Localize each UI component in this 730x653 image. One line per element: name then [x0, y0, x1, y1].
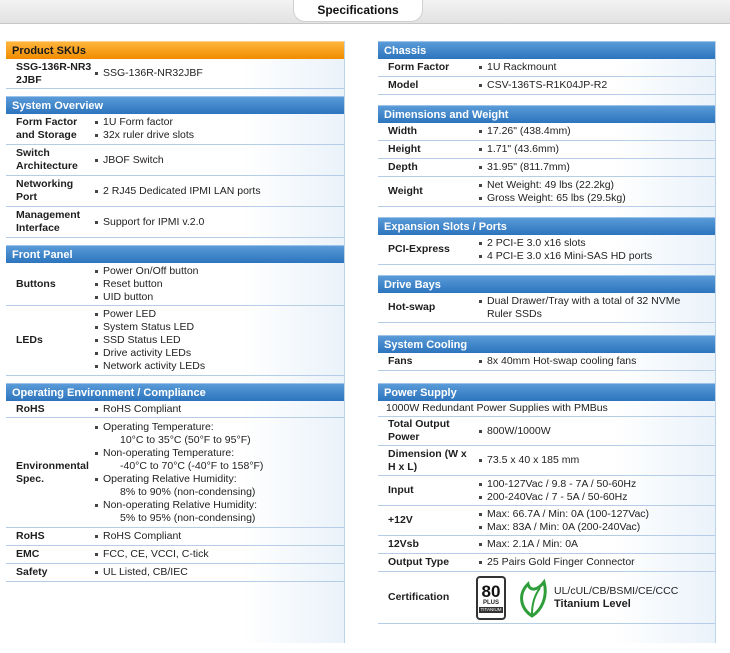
list-item: Operating Temperature:	[92, 421, 344, 434]
list-item: Network activity LEDs	[92, 360, 344, 373]
list-item: 200-240Vac / 7 - 5A / 50-60Hz	[476, 491, 715, 504]
total-output-value: 800W/1000W	[476, 425, 715, 438]
hot-swap-label: Hot-swap	[388, 301, 436, 313]
list-item: Max: 66.7A / Min: 0A (100-127Vac)	[476, 508, 715, 521]
v12sb-label: 12Vsb	[388, 538, 419, 550]
form-factor-label: Form Factor and Storage	[16, 116, 78, 141]
leds-label: LEDs	[16, 334, 43, 346]
pci-express-label: PCI-Express	[388, 243, 450, 255]
list-item: Drive activity LEDs	[92, 347, 344, 360]
emc-value: FCC, CE, VCCI, C-tick	[92, 548, 344, 561]
sku-value: SSG-136R-NR32JBF	[92, 67, 344, 80]
chassis-form-factor-value: 1U Rackmount	[476, 61, 715, 74]
power-supply-header: Power Supply	[378, 383, 715, 401]
spec-row	[378, 141, 715, 159]
page-title: Specifications	[293, 0, 423, 22]
management-label: Management Interface	[16, 209, 81, 234]
spec-row	[6, 306, 344, 376]
spec-row	[6, 564, 344, 582]
right-column	[378, 41, 716, 643]
v12sb-value: Max: 2.1A / Min: 0A	[476, 538, 715, 551]
height-value: 1.71" (43.6mm)	[476, 143, 715, 156]
width-value: 17.26" (438.4mm)	[476, 125, 715, 138]
spec-row	[6, 176, 344, 207]
rohs-label: RoHS	[16, 402, 45, 415]
spec-row	[378, 554, 715, 572]
management-value: Support for IPMI v.2.0	[92, 216, 344, 229]
list-item: UID button	[92, 291, 344, 304]
certification-label: Certification	[388, 591, 450, 603]
list-item: SSD Status LED	[92, 334, 344, 347]
spec-row	[6, 401, 344, 418]
spec-row	[378, 446, 715, 476]
spec-row	[378, 77, 715, 95]
spec-row	[378, 235, 715, 265]
storage-value: 32x ruler drive slots	[92, 129, 344, 142]
system-overview-header: System Overview	[6, 96, 344, 114]
product-skus-header: Product SKUs	[6, 41, 344, 59]
left-column	[6, 41, 345, 643]
sku-label: SSG-136R-NR32JBF	[16, 60, 92, 86]
spec-row	[378, 572, 715, 624]
model-label: Model	[388, 79, 419, 91]
hot-swap-value: Dual Drawer/Tray with a total of 32 NVMe	[476, 295, 715, 308]
spec-row	[378, 59, 715, 77]
rohs-label: RoHS	[16, 530, 45, 542]
environmental-label: Environmental Spec.	[16, 459, 89, 485]
spec-row	[378, 159, 715, 177]
list-item: Power LED	[92, 308, 344, 321]
psu-dimension-label: Dimension (W x H x L)	[388, 447, 467, 473]
spec-row	[6, 145, 344, 176]
v12-label: +12V	[388, 514, 413, 526]
hot-swap-value-cont: Ruler SSDs	[487, 307, 542, 320]
psu-dimension-value: 73.5 x 40 x 185 mm	[476, 454, 715, 467]
spec-row	[6, 114, 344, 145]
gross-weight-value: Gross Weight: 65 lbs (29.5kg)	[476, 192, 715, 205]
networking-value: 2 RJ45 Dedicated IPMI LAN ports	[92, 185, 344, 198]
model-value: CSV-136TS-R1K04JP-R2	[476, 79, 715, 92]
spec-row	[6, 207, 344, 238]
list-item: Operating Relative Humidity:	[92, 473, 344, 486]
expansion-header: Expansion Slots / Ports	[378, 217, 715, 235]
list-item: Max: 83A / Min: 0A (200-240Vac)	[476, 521, 715, 534]
buttons-label: Buttons	[16, 277, 56, 290]
cert-marks: UL/cUL/CB/BSMI/CE/CCC	[554, 584, 679, 597]
height-label: Height	[388, 143, 421, 155]
fans-label: Fans	[388, 355, 413, 367]
output-type-label: Output Type	[388, 556, 450, 568]
safety-value: UL Listed, CB/IEC	[92, 566, 344, 579]
list-item-detail: 8% to 90% (non-condensing)	[120, 485, 256, 498]
spec-row	[378, 353, 715, 371]
list-item: 2 PCI-E 3.0 x16 slots	[476, 237, 715, 250]
switch-value: JBOF Switch	[92, 154, 344, 167]
depth-value: 31.95" (811.7mm)	[476, 161, 715, 174]
chassis-header: Chassis	[378, 41, 715, 59]
safety-label: Safety	[16, 566, 48, 578]
top-bar	[0, 0, 730, 24]
spec-row	[378, 177, 715, 207]
list-item: Non-operating Temperature:	[92, 447, 344, 460]
rohs-value: RoHS Compliant	[92, 403, 344, 416]
spec-row	[378, 123, 715, 141]
spec-row	[378, 536, 715, 554]
list-item: 4 PCI-E 3.0 x16 Mini-SAS HD ports	[476, 250, 715, 263]
certification-text	[554, 585, 678, 611]
fans-value: 8x 40mm Hot-swap cooling fans	[476, 355, 715, 368]
list-item-detail: 10°C to 35°C (50°F to 95°F)	[120, 433, 251, 446]
list-item: Reset button	[92, 278, 344, 291]
form-factor-value: 1U Form factor	[92, 116, 344, 129]
spec-row	[6, 263, 344, 306]
input-label: Input	[388, 484, 414, 496]
output-type-value: 25 Pairs Gold Finger Connector	[476, 556, 715, 569]
spec-row	[6, 418, 344, 528]
front-panel-header: Front Panel	[6, 245, 344, 263]
list-item-detail: 5% to 95% (non-condensing)	[120, 511, 256, 524]
list-item: Non-operating Relative Humidity:	[92, 499, 344, 512]
dimensions-header: Dimensions and Weight	[378, 105, 715, 123]
spec-row	[6, 528, 344, 546]
cert-level: Titanium Level	[554, 597, 631, 610]
system-cooling-header: System Cooling	[378, 335, 715, 353]
weight-label: Weight	[388, 185, 423, 197]
emc-label: EMC	[16, 548, 40, 560]
width-label: Width	[388, 125, 418, 137]
total-output-label: Total Output Power	[388, 418, 450, 443]
networking-label: Networking Port	[16, 178, 74, 203]
net-weight-value: Net Weight: 49 lbs (22.2kg)	[476, 179, 715, 192]
power-summary: 1000W Redundant Power Supplies with PMBus	[378, 401, 715, 417]
spec-row	[378, 417, 715, 446]
list-item: Power On/Off button	[92, 265, 344, 278]
switch-label: Switch Architecture	[16, 147, 78, 172]
depth-label: Depth	[388, 161, 418, 173]
spec-row	[6, 546, 344, 564]
energy-leaf-logo-icon	[514, 578, 550, 618]
spec-row	[378, 476, 715, 506]
spec-row	[378, 293, 715, 323]
80-plus-titanium-badge-icon: 80 PLUS TITANIUM	[476, 576, 506, 620]
chassis-form-factor-label: Form Factor	[388, 61, 450, 73]
spec-row	[378, 506, 715, 536]
list-item: 100-127Vac / 9.8 - 7A / 50-60Hz	[476, 478, 715, 491]
drive-bays-header: Drive Bays	[378, 275, 715, 293]
rohs-value: RoHS Compliant	[92, 530, 344, 543]
sku-row	[6, 59, 344, 89]
operating-environment-header: Operating Environment / Compliance	[6, 383, 344, 401]
list-item-detail: -40°C to 70°C (-40°F to 158°F)	[120, 459, 264, 472]
list-item: System Status LED	[92, 321, 344, 334]
